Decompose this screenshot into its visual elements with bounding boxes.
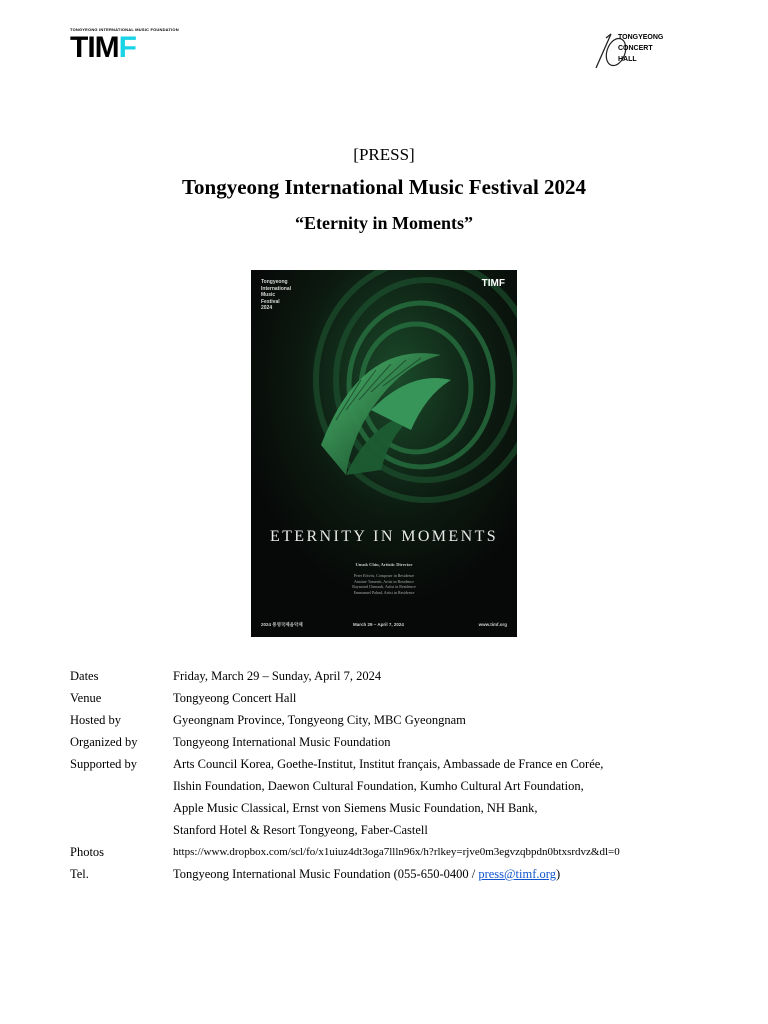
detail-value: Tongyeong International Music Foundation <box>173 735 391 749</box>
tel-suffix: ) <box>555 867 561 881</box>
detail-row-supported <box>70 753 710 841</box>
email-link[interactable]: press@timf.org <box>478 867 556 881</box>
hall-line: CONCERT <box>618 45 653 52</box>
supporter-line: Ilshin Foundation, Daewon Cultural Foundation, Kumho Cultural Art Foundation, <box>173 779 584 793</box>
poster-festival-line: 2024 <box>261 305 273 311</box>
poster-footer-left: 2024 통영국제음악제 <box>261 622 303 627</box>
hall-name <box>618 32 663 65</box>
poster-credit-line: Emmanuel Pahud, Artist in Residence <box>353 589 415 595</box>
tel-text: Tongyeong International Music Foundation (055-650-0400 / <box>173 867 479 881</box>
timf-logo <box>70 27 179 67</box>
poster-festival-line: Music <box>261 292 276 298</box>
poster-festival-line: Festival <box>261 298 280 305</box>
detail-label: Supported by <box>70 757 138 771</box>
poster-footer-url: www.timf.org <box>478 622 507 627</box>
detail-label: Hosted by <box>70 713 122 727</box>
press-label: [PRESS] <box>353 145 415 164</box>
detail-row-venue <box>70 687 710 709</box>
poster-festival-line: International <box>261 285 292 292</box>
supporter-line: Apple Music Classical, Ernst von Siemens Music Foundation, NH Bank, <box>173 801 538 815</box>
detail-row-tel <box>70 863 710 885</box>
detail-label: Tel. <box>70 867 89 881</box>
detail-row-photos <box>70 841 710 863</box>
hall-line: HALL <box>618 56 637 63</box>
timf-wordmark <box>70 33 170 63</box>
timf-wordmark-main: TIM <box>70 31 119 64</box>
photos-url[interactable]: https://www.dropbox.com/scl/fo/x1uiuz4dt3oga7llln96x/h?rlkey=rjve0m3egvzqbpdn0btxsrdvz&dl=0 <box>173 846 620 858</box>
detail-label: Organized by <box>70 735 138 749</box>
poster-credit-line: Antoine Tamestit, Artist in Residence <box>354 578 414 584</box>
document-subtitle: “Eternity in Moments” <box>295 213 473 233</box>
detail-value: Gyeongnam Province, Tongyeong City, MBC Gyeongnam <box>173 713 466 727</box>
poster-festival-name <box>261 279 291 312</box>
poster-main-title: ETERNITY IN MOMENTS <box>269 528 499 545</box>
festival-details <box>70 665 710 885</box>
document-title: Tongyeong International Music Festival 2024 <box>181 175 587 199</box>
detail-value: Tongyeong Concert Hall <box>173 691 297 705</box>
detail-label: Venue <box>70 691 102 705</box>
poster-director: Unsuk Chin, Artistic Director <box>355 562 413 567</box>
detail-row-organized <box>70 731 710 753</box>
detail-row-hosted <box>70 709 710 731</box>
hall-line: TONGYEONG <box>618 34 664 41</box>
detail-label: Photos <box>70 845 105 859</box>
detail-value: Friday, March 29 – Sunday, April 7, 2024 <box>173 669 382 683</box>
poster-festival-line: Tongyeong <box>261 279 288 285</box>
festival-poster <box>251 270 517 637</box>
detail-label: Dates <box>70 669 99 683</box>
timf-wordmark-accent: F <box>118 31 136 64</box>
detail-value <box>173 753 603 841</box>
detail-value <box>173 863 560 885</box>
supporter-line: Arts Council Korea, Goethe-Institut, Institut français, Ambassade de France en Corée, <box>173 757 604 771</box>
poster-footer-dates: March 29 – April 7, 2024 <box>353 622 404 627</box>
poster-credits <box>251 573 517 595</box>
poster-credit-line: Raymond Chenault, Artist in Residence <box>352 584 416 590</box>
poster-logo: TIMF <box>481 278 505 289</box>
detail-row-dates <box>70 665 710 687</box>
poster-credit-line: Peter Eötvös, Composer in Residence <box>353 573 415 578</box>
foundation-line: TONGYEONG INTERNATIONAL MUSIC FOUNDATION <box>70 27 179 32</box>
concert-hall-logo <box>594 30 694 72</box>
supporter-line: Stanford Hotel & Resort Tongyeong, Faber-Castell <box>173 823 428 837</box>
